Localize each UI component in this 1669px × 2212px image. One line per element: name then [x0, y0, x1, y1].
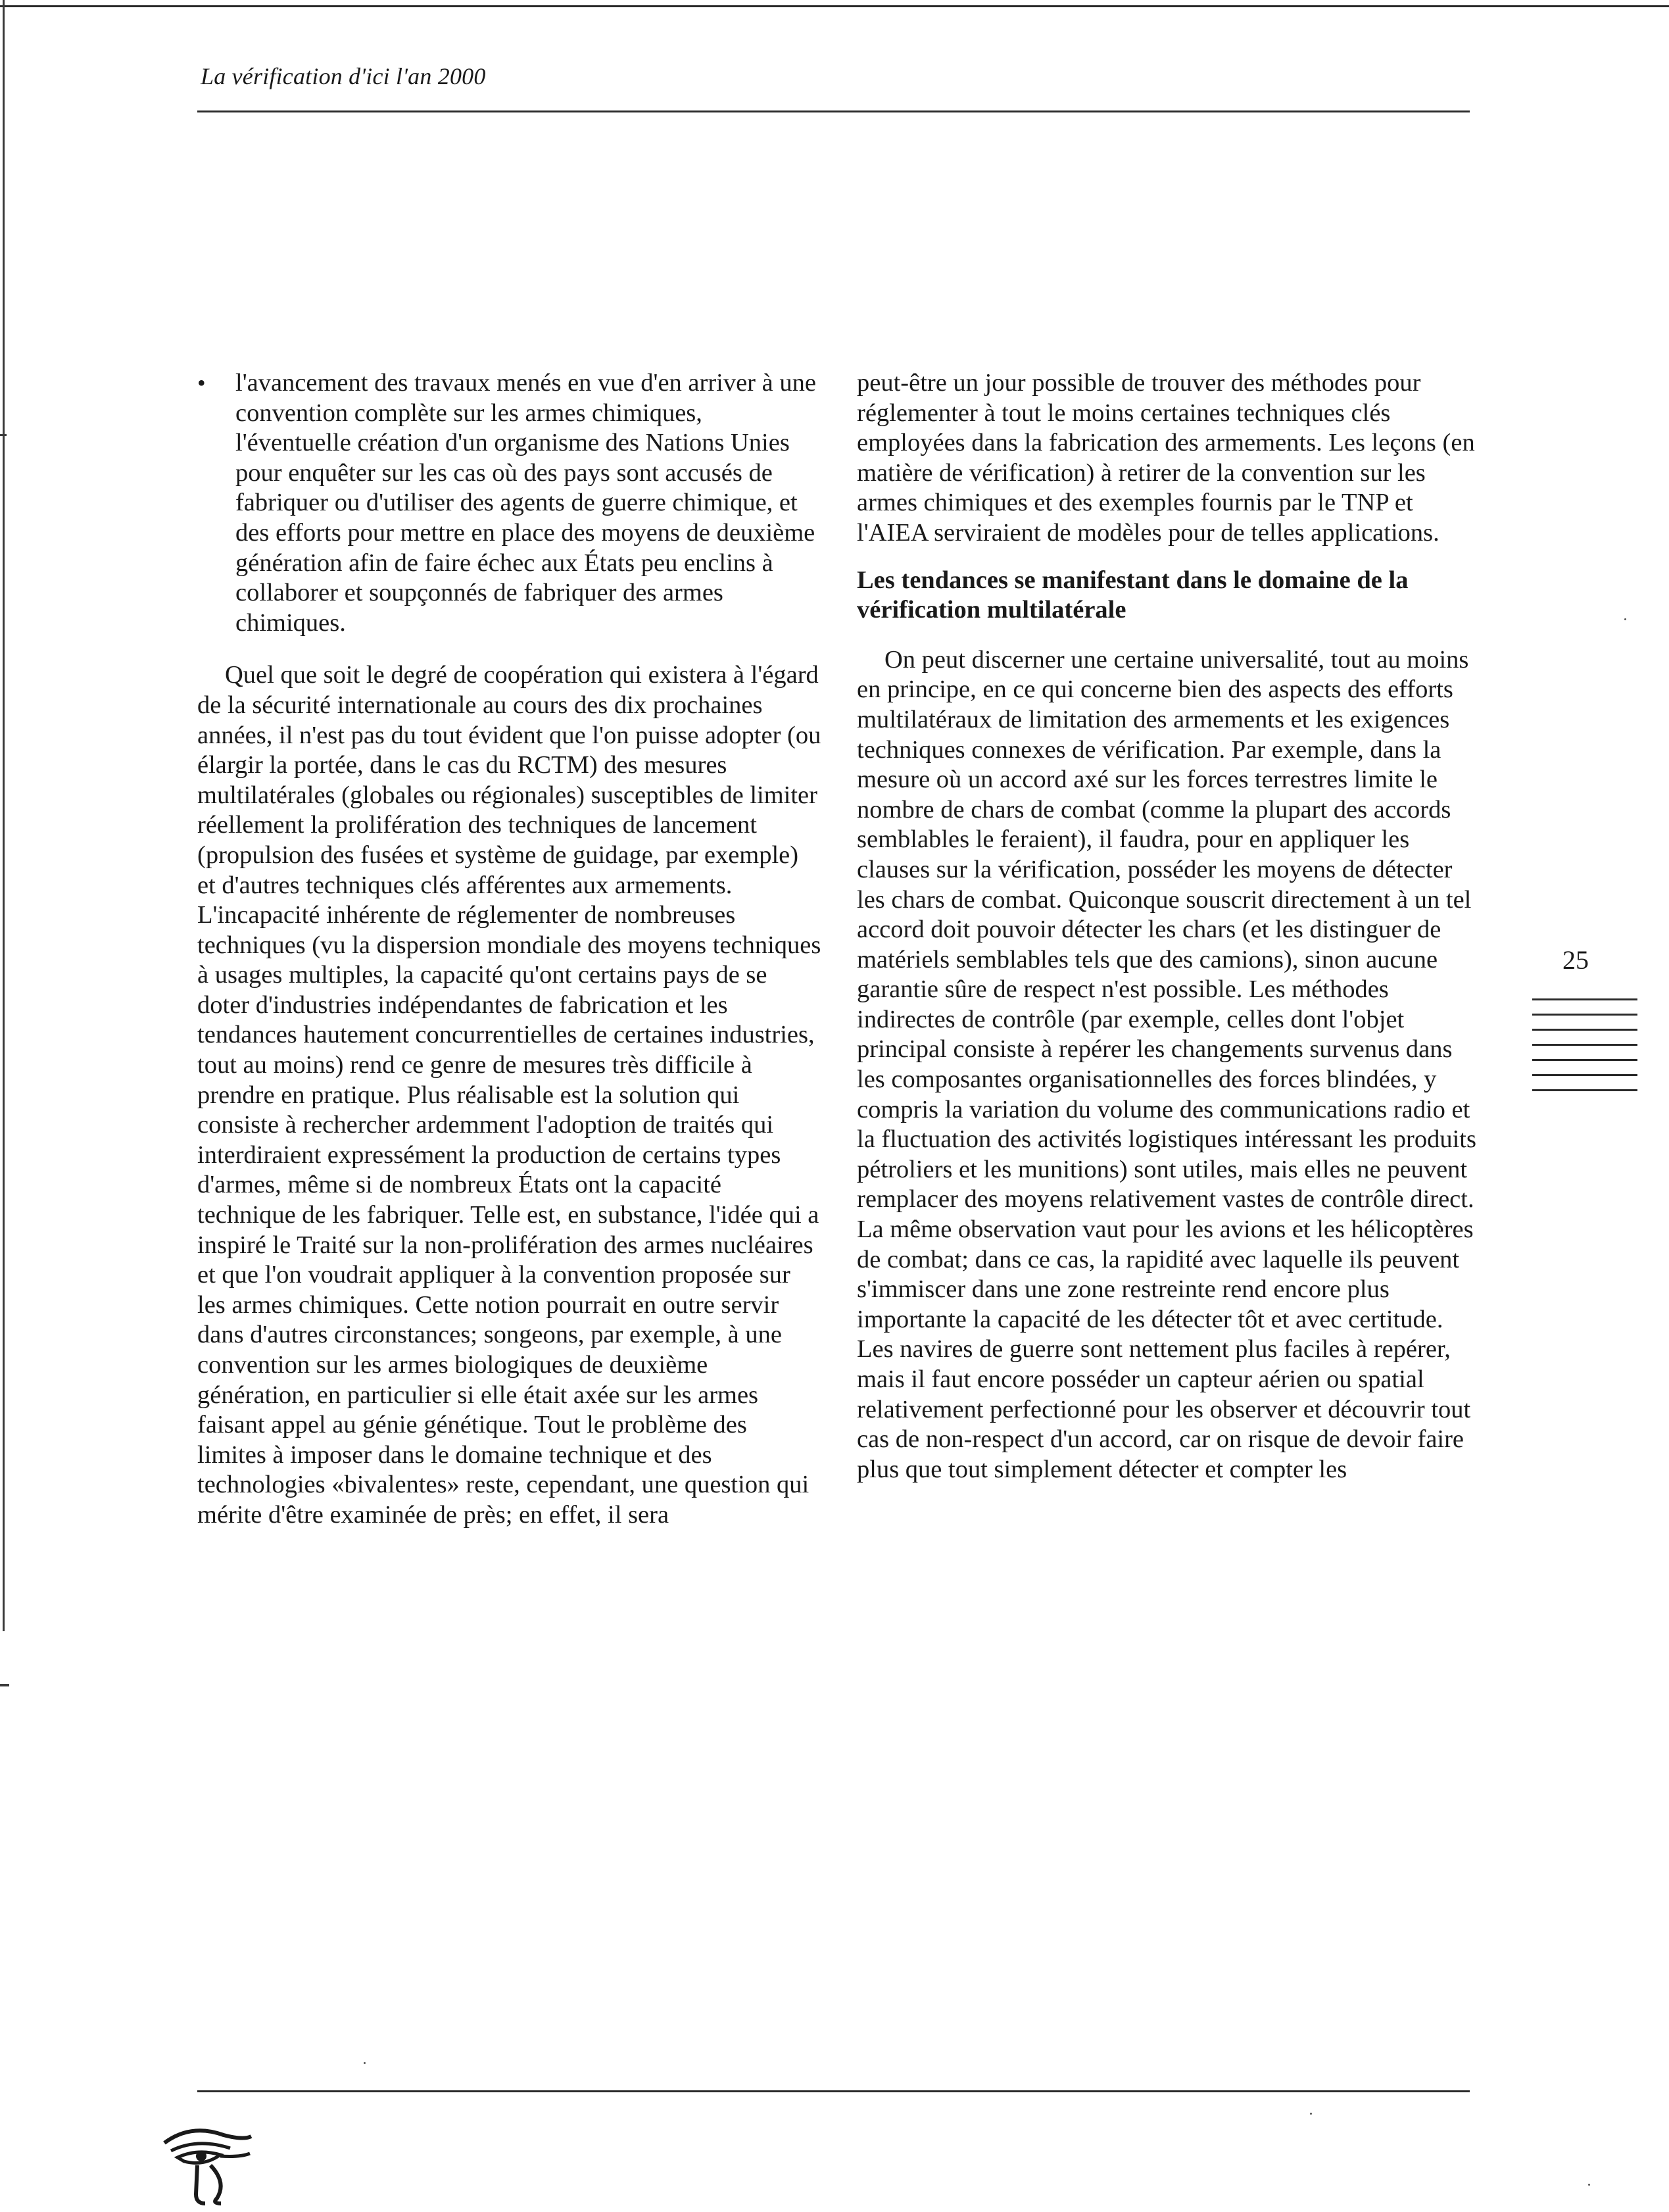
left-edge-mark [0, 1684, 9, 1686]
scan-speck [1310, 2113, 1312, 2115]
section-heading: Les tendances se manifestant dans le domaine de la vérification multilatérale [857, 566, 1409, 624]
bullet-text: l'avancement des travaux menés en vue d'en arriver à une convention complète sur les armes chimiques, l'éventuelle création d'un organisme des Nations Unies pour enquêter sur les cas où des pays sont accusés de fabriquer ou d'utiliser des agents de guerre chimique, et des efforts pour mettre en place des moyens de deuxième génération afin de faire échec aux États peu enclins à collaborer et soupçonnés de fabriquer des armes chimiques. [235, 369, 816, 637]
margin-tab-lines [1532, 998, 1637, 1104]
scan-speck [364, 2062, 366, 2064]
scan-speck [1624, 618, 1626, 620]
tab-line [1532, 1044, 1637, 1046]
running-header: La vérification d'ici l'an 2000 [201, 63, 486, 89]
top-edge-rule [0, 5, 1669, 7]
bullet-marker: • [197, 370, 206, 396]
scan-speck [1588, 2184, 1590, 2186]
tab-line [1532, 1089, 1637, 1091]
footer-rule [197, 2090, 1470, 2092]
left-column [197, 368, 822, 1531]
tab-line [1532, 998, 1637, 1000]
tab-line [1532, 1074, 1637, 1076]
body-paragraph: peut-être un jour possible de trouver des méthodes pour réglementer à tout le moins certaines techniques clés employées dans la fabrication des armements. Les leçons (en matière de vérification) à retirer de la convention sur les armes chimiques et des exemples fournis par le TNP et l'AIEA serviraient de modèles pour de telles applications. [857, 369, 1475, 547]
left-scan-edge [3, 0, 5, 1631]
tab-line [1532, 1059, 1637, 1061]
header-rule [197, 111, 1470, 112]
page-number: 25 [1562, 945, 1589, 975]
body-paragraph: Quel que soit le degré de coopération qui existera à l'égard de la sécurité internationale au cours des dix prochaines années, il n'est pas du tout évident que l'on puisse adopter (ou élargir la portée, dans le cas du RCTM) des mesures multilatérales (globales ou régionales) susceptibles de limiter réellement la prolifération des techniques de lancement (propulsion des fusées et système de guidage, par exemple) et d'autres techniques clés afférentes aux armements. L'incapacité inhérente de réglementer de nombreuses techniques (vu la dispersion mondiale des moyens techniques à usages multiples, la capacité qu'ont certains pays de se doter d'industries indépendantes de fabrication et les tendances hautement concurrentielles de certaines industries, tout au moins) rend ce genre de mesures très difficile à prendre en pratique. Plus réalisable est la solution qui consiste à rechercher ardemment l'adoption de traités qui interdiraient expressément la production de certains types d'armes, même si de nombreux États ont la capacité technique de les fabriquer. Telle est, en substance, l'idée qui a inspiré le Traité sur la non-prolifération des armes nucléaires et que l'on voudrait appliquer à la convention proposée sur les armes chimiques. Cette notion pourrait en outre servir dans d'autres circonstances; songeons, par exemple, à une convention sur les armes biologiques de deuxième génération, en particulier si elle était axée sur les armes faisant appel au génie génétique. Tout le problème des limites à imposer dans le domaine technique et des technologies «bivalentes» reste, cependant, une question qui mérite d'être examinée de près; en effet, il sera [197, 661, 821, 1529]
tab-line [1532, 1014, 1637, 1016]
eye-of-horus-icon [158, 2117, 256, 2209]
left-edge-mark [0, 434, 7, 436]
bullet-item [197, 368, 822, 638]
tab-line [1532, 1029, 1637, 1031]
body-paragraph: On peut discerner une certaine universalité, tout au moins en principe, en ce qui concerne bien des aspects des efforts multilatéraux de limitation des armements et les exigences techniques connexes de vérification. Par exemple, dans la mesure où un accord axé sur les forces terrestres limite le nombre de chars de combat (comme la plupart des accords semblables le feraient), il faudra, pour en appliquer les clauses sur la vérification, posséder les moyens de détecter les chars de combat. Quiconque souscrit directement à un tel accord doit pouvoir détecter les chars (et les distinguer de matériels semblables tels que des camions), sinon aucune garantie sûre de respect n'est possible. Les méthodes indirectes de contrôle (par exemple, celles dont l'objet principal consiste à repérer les changements survenus dans les composantes organisationnelles des forces blindées, y compris la variation du volume des communications radio et la fluctuation des activités logistiques intéressant les produits pétroliers et les munitions) sont utiles, mais elles ne peuvent remplacer des moyens relativement vastes de contrôle direct. La même observation vaut pour les avions et les hélicoptères de combat; dans ce cas, la rapidité avec laquelle ils peuvent s'immiscer dans une zone restreinte rend encore plus importante la capacité de les détecter tôt et avec certitude. Les navires de guerre sont nettement plus faciles à repérer, mais il faut encore posséder un capteur aérien ou spatial relativement perfectionné pour les observer et découvrir tout cas de non-respect d'un accord, car on risque de devoir faire plus que tout simplement détecter et compter les [857, 645, 1476, 1483]
right-column [857, 368, 1482, 1485]
